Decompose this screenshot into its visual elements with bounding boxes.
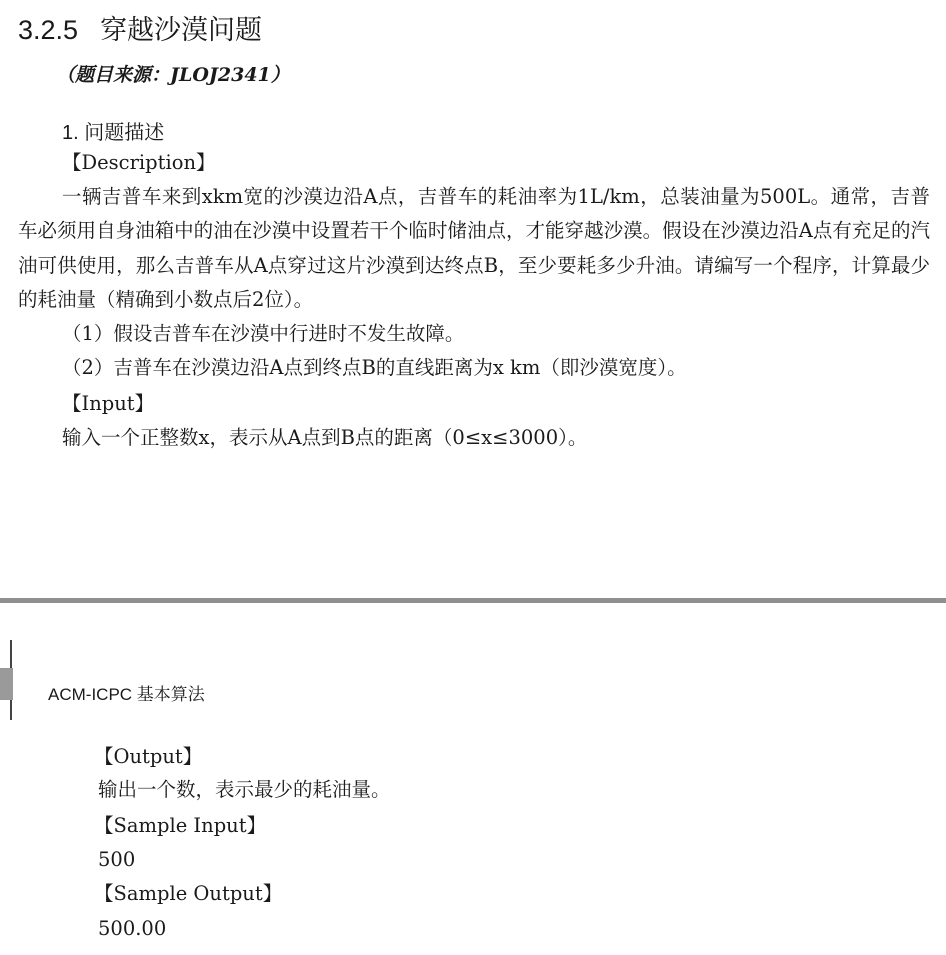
description-paragraph: 一辆吉普车来到xkm宽的沙漠边沿A点，吉普车的耗油率为1L/km，总装油量为500L。通常，吉普车必须用自身油箱中的油在沙漠中设置若干个临时储油点，才能穿越沙漠。假设在沙漠边沿A点有充足的汽油可供使用，那么吉普车从A点穿过这片沙漠到达终点B，至少要耗多少升油。请编写一个程序，计算最少的耗油量（精确到小数点后2位）。: [18, 185, 930, 311]
problem-source: （题目来源：JLOJ2341）: [56, 64, 290, 86]
input-label: 【Input】: [62, 392, 155, 415]
section-title: [18, 8, 262, 47]
subsection-heading: 1. 问题描述: [62, 122, 165, 144]
output-label: 【Output】: [94, 745, 203, 768]
input-text: 输入一个正整数x，表示从A点到B点的距离（0≤x≤3000）。: [62, 426, 588, 449]
output-text: 输出一个数，表示最少的耗油量。: [98, 778, 391, 801]
sample-input-label: 【Sample Input】: [94, 814, 267, 837]
page-tab-marker: [0, 668, 13, 700]
section-number: 3.2.5: [18, 15, 79, 45]
page-divider: [0, 598, 946, 603]
sample-output-label: 【Sample Output】: [94, 882, 283, 905]
assumption-2: （2）吉普车在沙漠边沿A点到终点B的直线距离为x km（即沙漠宽度）。: [62, 356, 687, 379]
sample-output-value: 500.00: [98, 917, 167, 940]
running-header: ACM-ICPC 基本算法: [48, 685, 205, 704]
sample-input-value: 500: [98, 848, 136, 871]
description-label: 【Description】: [62, 151, 216, 174]
section-title-text: 穿越沙漠问题: [100, 15, 263, 45]
assumption-1: （1）假设吉普车在沙漠中行进时不发生故障。: [62, 322, 465, 345]
